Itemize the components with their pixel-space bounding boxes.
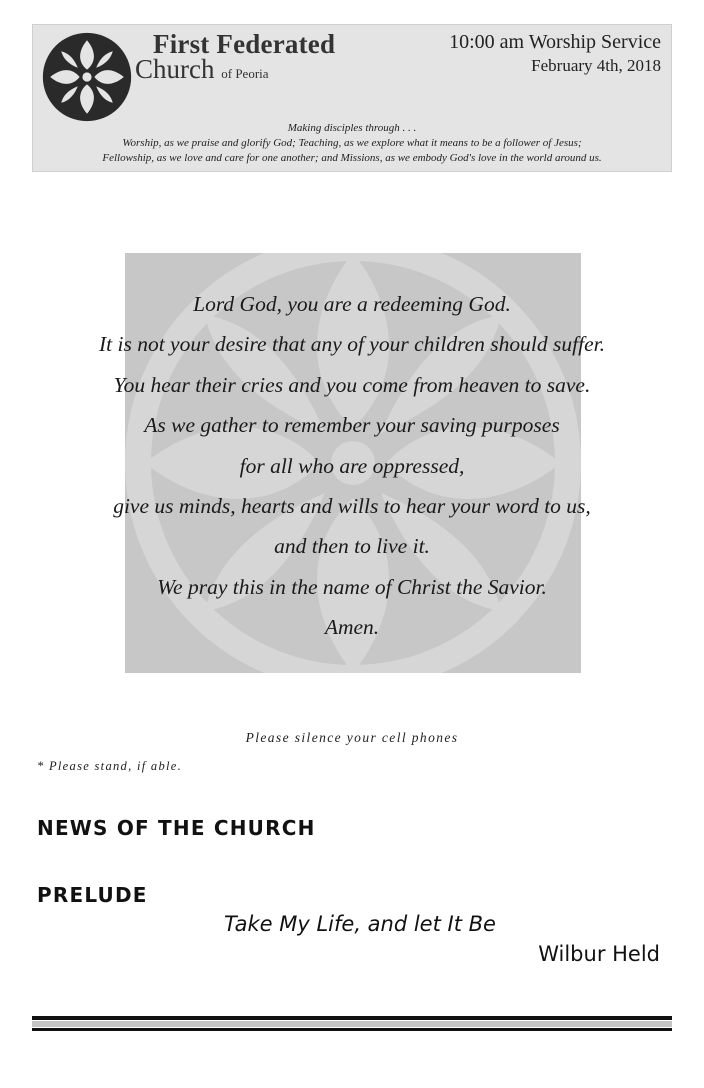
prayer-line: for all who are oppressed,	[239, 453, 465, 478]
prayer-line: As we gather to remember your saving purposes	[144, 413, 560, 438]
prayer-line: and then to live it.	[274, 534, 430, 559]
church-name-line2: Church of Peoria	[135, 54, 269, 84]
church-name-line1: First Federated	[153, 29, 336, 59]
church-name	[135, 31, 335, 83]
mission-line-2: Worship, as we praise and glorify God; Teaching, as we explore what it means to be a follower of Jesus;	[122, 136, 582, 149]
church-location: of Peoria	[221, 66, 269, 81]
bulletin-header	[32, 24, 672, 172]
mission-statement	[33, 121, 671, 166]
prayer-line: You hear their cries and you come from heaven to save.	[113, 372, 591, 397]
mission-intro: Making disciples through . . .	[287, 122, 417, 134]
rosette-cross-icon	[41, 31, 133, 123]
service-info	[449, 31, 661, 76]
footer-rule-bottom	[32, 1028, 672, 1031]
prayer-line: Amen.	[324, 615, 380, 640]
prelude-composer: Wilbur Held	[538, 942, 660, 966]
prelude-title: Take My Life, and let It Be	[224, 912, 496, 936]
prayer-line: We pray this in the name of Christ the Savior.	[157, 574, 547, 599]
stand-notice: * Please stand, if able.	[37, 759, 183, 773]
mission-line-3: Fellowship, as we love and care for one another; and Missions, as we embody God's love in the world around us.	[102, 151, 602, 164]
service-time: 10:00 am Worship Service	[449, 31, 661, 53]
news-heading: NEWS OF THE CHURCH	[37, 816, 316, 840]
prelude-heading: PRELUDE	[37, 883, 148, 907]
prayer-line: give us minds, hearts and wills to hear your word to us,	[113, 493, 591, 518]
prayer-line: Lord God, you are a redeeming God.	[193, 292, 511, 316]
silence-phones-notice: Please silence your cell phones	[245, 730, 459, 745]
footer-rule-middle	[32, 1021, 672, 1027]
opening-prayer	[0, 284, 704, 648]
service-date: February 4th, 2018	[531, 56, 661, 75]
prayer-line: It is not your desire that any of your children should suffer.	[98, 332, 605, 357]
footer-rule-top	[32, 1016, 672, 1020]
